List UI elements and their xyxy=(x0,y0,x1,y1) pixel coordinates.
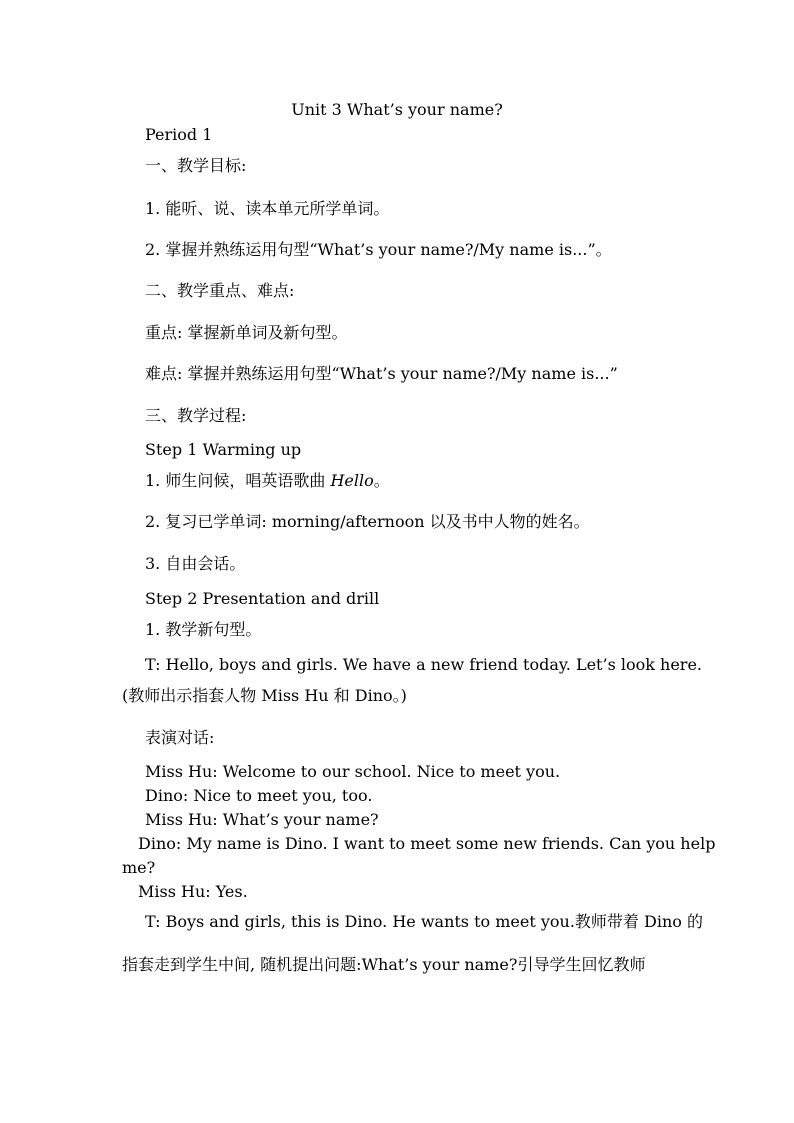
warming-up-item-1-end: 。 xyxy=(373,471,390,490)
objective-item-2: 2. 掌握并熟练运用句型“What’s your name?/My name is...”。 xyxy=(145,240,612,259)
dialogue-line-3: Miss Hu: What’s your name? xyxy=(145,810,379,829)
dialogue-line-4-cont: me? xyxy=(122,858,156,877)
warming-up-item-2: 2. 复习已学单词: morning/afternoon 以及书中人物的姓名。 xyxy=(145,512,590,531)
dialogue-line-2: Dino: Nice to meet you, too. xyxy=(145,786,373,805)
section-heading-key-points: 二、教学重点、难点: xyxy=(145,281,295,300)
teacher-line-2: T: Boys and girls, this is Dino. He wants to meet you.教师带着 Dino 的 xyxy=(145,912,703,931)
objective-item-1: 1. 能听、说、读本单元所学单词。 xyxy=(145,199,390,218)
dialogue-line-1: Miss Hu: Welcome to our school. Nice to meet you. xyxy=(145,762,561,781)
difficult-point: 难点: 掌握并熟练运用句型“What’s your name?/My name is...” xyxy=(145,364,618,383)
key-point: 重点: 掌握新单词及新句型。 xyxy=(145,323,348,342)
section-heading-process: 三、教学过程: xyxy=(145,406,247,425)
warming-up-item-3: 3. 自由会话。 xyxy=(145,554,246,573)
warming-up-item-1-text: 1. 师生问候，唱英语歌曲 xyxy=(145,471,331,490)
step-heading-presentation: Step 2 Presentation and drill xyxy=(145,589,380,608)
step-heading-warming-up: Step 1 Warming up xyxy=(145,440,302,459)
document-title: Unit 3 What’s your name? xyxy=(291,100,503,119)
dialogue-line-5: Miss Hu: Yes. xyxy=(138,882,248,901)
dialogue-line-4: Dino: My name is Dino. I want to meet some new friends. Can you help xyxy=(138,834,716,853)
dialogue-heading: 表演对话: xyxy=(145,728,215,747)
song-title: Hello xyxy=(330,471,374,490)
presentation-item-1: 1. 教学新句型。 xyxy=(145,620,262,639)
teacher-line-1: T: Hello, boys and girls. We have a new friend today. Let’s look here. xyxy=(145,655,703,674)
warming-up-item-1 xyxy=(145,471,390,491)
period-heading: Period 1 xyxy=(145,125,213,144)
teacher-line-2-cont: 指套走到学生中间, 随机提出问题:What’s your name?引导学生回忆教师 xyxy=(122,955,646,974)
section-heading-objectives: 一、教学目标: xyxy=(145,156,247,175)
teacher-note: (教师出示指套人物 Miss Hu 和 Dino。) xyxy=(122,686,407,705)
